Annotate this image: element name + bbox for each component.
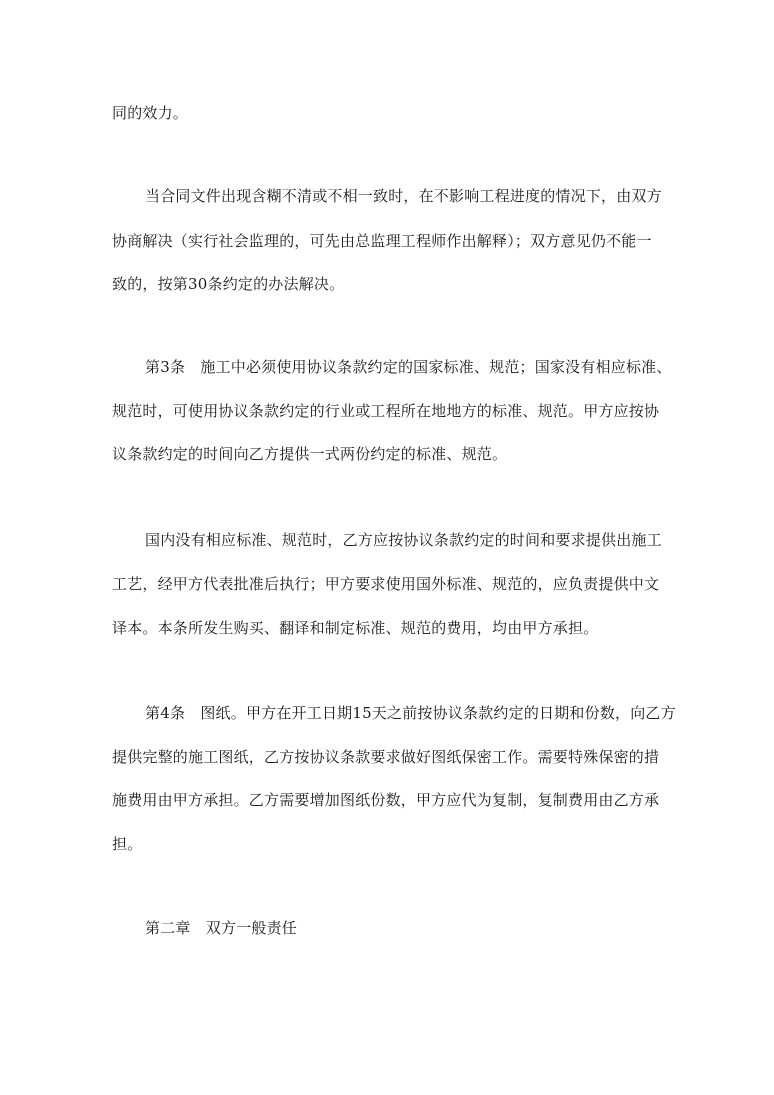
paragraph-line: 致的，按第30条约定的办法解决。 — [112, 275, 345, 293]
paragraph-line: 当合同文件出现含糊不清或不相一致时，在不影响工程进度的情况下，由双方 — [145, 187, 662, 205]
article-heading-line: 第3条 施工中必须使用协议条款约定的国家标准、规范；国家没有相应标准、 — [145, 358, 672, 376]
chapter-heading: 第二章 双方一般责任 — [145, 919, 298, 937]
paragraph-line: 同的效力。 — [112, 104, 189, 122]
paragraph-line: 施费用由甲方承担。乙方需要增加图纸份数，甲方应代为复制，复制费用由乙方承 — [112, 791, 660, 809]
paragraph-line: 提供完整的施工图纸，乙方按协议条款要求做好图纸保密工作。需要特殊保密的措 — [112, 748, 660, 766]
paragraph-line: 协商解决（实行社会监理的，可先由总监理工程师作出解释）；双方意见仍不能一 — [112, 232, 652, 250]
paragraph-line: 国内没有相应标准、规范时，乙方应按协议条款约定的时间和要求提供出施工 — [145, 531, 662, 549]
paragraph-line: 担。 — [112, 835, 143, 853]
article-heading-line: 第4条 图纸。甲方在开工日期15天之前按协议条款约定的日期和份数，向乙方 — [145, 704, 676, 722]
paragraph-line: 规范时，可使用协议条款约定的行业或工程所在地地方的标准、规范。甲方应按协 — [112, 402, 660, 420]
paragraph-line: 议条款约定的时间向乙方提供一式两份约定的标准、规范。 — [112, 445, 508, 463]
paragraph-line: 译本。本条所发生购买、翻译和制定标准、规范的费用，均由甲方承担。 — [112, 619, 599, 637]
paragraph-line: 工艺，经甲方代表批准后执行；甲方要求使用国外标准、规范的，应负责提供中文 — [112, 575, 660, 593]
